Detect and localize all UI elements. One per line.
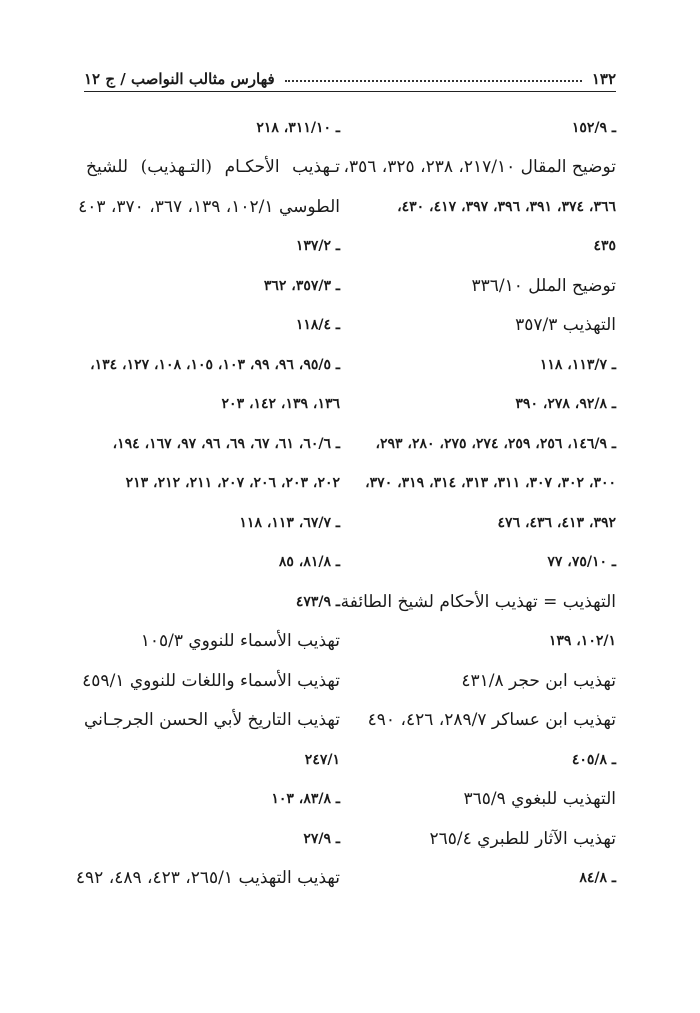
index-entry: التهذيب = تهذيب الأحكام لشيخ الطائفة [340,591,616,612]
index-entry: ـ ١٣٧/٢ [295,238,340,255]
index-entry: ٣٠٠، ٣٠٢، ٣٠٧، ٣١١، ٣١٣، ٣١٤، ٣١٩، ٣٧٠، [365,475,616,492]
index-entry: تهذيب ابن عساكر ٢٨٩/٧، ٤٢٦، ٤٩٠ [367,710,616,731]
index-entry: تهذيب التهذيب ٢٦٥/١، ٤٢٣، ٤٨٩، ٤٩٢ [75,868,340,889]
index-entry: ـ ٩٢/٨، ٢٧٨، ٣٩٠ [515,396,616,413]
index-entry: ٢٠٢، ٢٠٣، ٢٠٦، ٢٠٧، ٢١١، ٢١٢، ٢١٣ [125,475,340,492]
index-entry: ٣٦٦، ٣٧٤، ٣٩١، ٣٩٦، ٣٩٧، ٤١٧، ٤٣٠، [397,198,616,215]
index-entry: ـ ٤٧٣/٩ [295,593,340,610]
index-entry: توضيح الملل ٣٣٦/١٠ [471,275,616,296]
index-entry: تهذيب الأسماء للنووي ١٠٥/٣ [140,631,340,652]
index-entry: ـ ٦٧/٧، ١١٣، ١١٨ [239,514,340,531]
index-entry: ٤٣٥ [593,238,616,255]
index-entry: الطوسي ١٠٢/١، ١٣٩، ٣٦٧، ٣٧٠، ٤٠٣ [78,196,340,217]
running-title: فهارس مثالب النواصب / ج ١٢ [84,70,275,88]
index-entry: تهذيب التاريخ لأبي الحسن الجرجـاني [83,709,340,730]
page-header [84,62,616,88]
index-entry: ٢٤٧/١ [304,751,340,768]
index-entry: ـ ١٤٦/٩، ٢٥٦، ٢٥٩، ٢٧٤، ٢٧٥، ٢٨٠، ٢٩٣، [375,435,616,452]
index-entry: التهذيب للبغوي ٣٦٥/٩ [463,789,616,810]
leader-dots [285,80,582,82]
page-number: ١٣٢ [591,70,616,88]
index-entry: ـ ١١٨/٤ [295,317,340,334]
index-entry: ـ ٧٥/١٠، ٧٧ [547,554,616,571]
index-entry: تهذيب الأسماء واللغات للنووي ٤٥٩/١ [82,670,340,691]
index-entry: تـهذيب الأحكـام (التـهذيب) للشيخ [86,156,340,177]
index-entry: ـ ٨٤/٨ [579,870,616,887]
index-entry: تهذيب ابن حجر ٤٣١/٨ [461,670,616,691]
index-entry: ـ ٩٥/٥، ٩٦، ٩٩، ١٠٣، ١٠٥، ١٠٨، ١٢٧، ١٣٤، [90,356,340,373]
index-entry: تهذيب الآثار للطبري ٢٦٥/٤ [429,828,616,849]
index-entry: ـ ٨١/٨، ٨٥ [278,554,340,571]
index-column-left [75,108,340,898]
index-entry: ـ ٣١١/١٠، ٢١٨ [256,119,340,136]
index-entry: ـ ٢٧/٩ [303,830,340,847]
index-entry: ـ ٤٠٥/٨ [571,751,616,768]
index-entry: ١٠٢/١، ١٣٩ [548,633,616,650]
header-rule [84,91,616,92]
index-entry: ١٣٦، ١٣٩، ١٤٢، ٢٠٣ [221,396,340,413]
index-entry: ـ ٨٣/٨، ١٠٣ [271,791,340,808]
index-entry: ـ ١٥٢/٩ [571,119,616,136]
index-entry: ـ ٦٠/٦، ٦١، ٦٧، ٦٩، ٩٦، ٩٧، ١٦٧، ١٩٤، [112,435,340,452]
index-entry: ٣٩٢، ٤١٣، ٤٣٦، ٤٧٦ [497,514,616,531]
index-column-right [340,108,616,898]
index-entry: التهذيب ٣٥٧/٣ [515,315,616,336]
index-entry: ـ ١١٣/٧، ١١٨ [539,356,616,373]
index-entry: ـ ٣٥٧/٣، ٣٦٢ [263,277,340,294]
index-entry: توضيح المقال ٢١٧/١٠، ٢٣٨، ٣٢٥، ٣٥٦، [343,157,616,178]
